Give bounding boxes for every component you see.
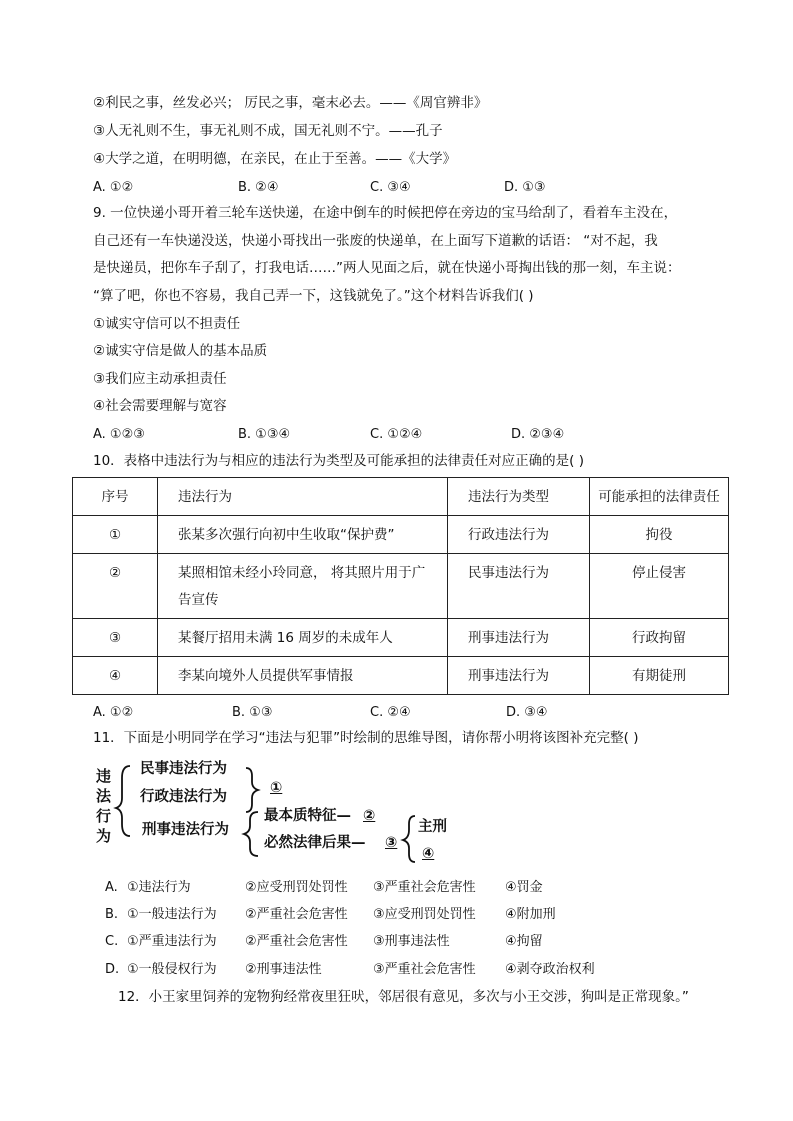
cell-seq: ① — [73, 516, 158, 554]
cell-type: 民事违法行为 — [448, 554, 590, 619]
mind-map-blank-1: ① — [270, 780, 283, 796]
option-part-2: ②刑事违法性 — [245, 962, 322, 977]
mind-map-root: 违法行为 — [96, 767, 112, 845]
q8-option-d[interactable]: D. ①③ — [504, 180, 546, 195]
option-part-2: ②应受刑罚处罚性 — [245, 880, 348, 895]
table-row — [73, 554, 729, 619]
table-row — [73, 619, 729, 657]
option-part-1: ①违法行为 — [127, 880, 191, 895]
option-part-3: ③严重社会危害性 — [373, 962, 476, 977]
option-part-3: ③刑事违法性 — [373, 934, 450, 949]
option-part-3: ③严重社会危害性 — [373, 880, 476, 895]
mind-map — [96, 762, 476, 867]
option-part-4: ④罚金 — [505, 880, 543, 895]
mind-map-blank-3: ③ — [385, 835, 398, 851]
q9-item-2: ②诚实守信是做人的基本品质 — [93, 343, 268, 359]
header-liability: 可能承担的法律责任 — [590, 478, 729, 516]
cell-act: 某照相馆未经小玲同意， 将其照片用于广告宣传 — [158, 554, 448, 619]
quote-line-3: ③人无礼则不生，事无礼则不成，国无礼则不宁。——孔子 — [93, 123, 443, 139]
option-part-2: ②严重社会危害性 — [245, 907, 348, 922]
option-letter: D. — [105, 962, 120, 977]
q10-option-a[interactable]: A. ①② — [93, 705, 134, 720]
q10-option-d[interactable]: D. ③④ — [506, 705, 548, 720]
mind-map-criminal: 刑事违法行为 — [142, 822, 229, 838]
option-letter: B. — [105, 907, 119, 922]
cell-seq: ④ — [73, 657, 158, 695]
option-part-4: ④附加刑 — [505, 907, 556, 922]
mind-map-feature: 最本质特征— — [264, 808, 351, 824]
q8-option-c[interactable]: C. ③④ — [370, 180, 411, 195]
q9-option-a[interactable]: A. ①②③ — [93, 427, 145, 442]
quote-line-4: ④大学之道，在明明德，在亲民，在止于至善。——《大学》 — [93, 151, 457, 167]
cell-type: 行政违法行为 — [448, 516, 590, 554]
cell-seq: ③ — [73, 619, 158, 657]
q9-item-3: ③我们应主动承担责任 — [93, 371, 227, 387]
cell-liability: 停止侵害 — [590, 554, 729, 619]
cell-type: 刑事违法行为 — [448, 619, 590, 657]
q8-option-b[interactable]: B. ②④ — [238, 180, 279, 195]
cell-type: 刑事违法行为 — [448, 657, 590, 695]
cell-liability: 有期徒刑 — [590, 657, 729, 695]
q9-stem-line-2: 自己还有一车快递没送，快递小哥找出一张废的快递单，在上面写下道歉的话语： “对不起，我 — [93, 233, 658, 249]
cell-liability: 拘役 — [590, 516, 729, 554]
q10-option-b[interactable]: B. ①③ — [232, 705, 273, 720]
table-row — [73, 516, 729, 554]
cell-act: 李某向境外人员提供军事情报 — [158, 657, 448, 695]
cell-liability: 行政拘留 — [590, 619, 729, 657]
mind-map-blank-2: ② — [363, 808, 376, 824]
option-part-3: ③应受刑罚处罚性 — [373, 907, 476, 922]
table-header-row — [73, 478, 729, 516]
cell-seq: ② — [73, 554, 158, 619]
cell-act: 张某多次强行向初中生收取“保护费” — [158, 516, 448, 554]
mind-map-blank-4: ④ — [422, 846, 435, 862]
option-part-1: ①一般违法行为 — [127, 907, 217, 922]
header-act: 违法行为 — [158, 478, 448, 516]
q9-option-b[interactable]: B. ①③④ — [238, 427, 291, 442]
q9-item-4: ④社会需要理解与宽容 — [93, 398, 227, 414]
quote-line-2: ②利民之事，丝发必兴； 厉民之事，毫末必去。——《周官辨非》 — [93, 95, 488, 111]
header-seq: 序号 — [73, 478, 158, 516]
q9-option-c[interactable]: C. ①②④ — [370, 427, 423, 442]
option-part-1: ①一般侵权行为 — [127, 962, 217, 977]
mind-map-consequence: 必然法律后果— — [264, 835, 366, 851]
q8-option-a[interactable]: A. ①② — [93, 180, 134, 195]
mind-map-admin: 行政违法行为 — [140, 789, 227, 805]
option-part-4: ④剥夺政治权利 — [505, 962, 595, 977]
q9-stem-line-4: “算了吧，你也不容易，我自己弄一下，这钱就免了。”这个材料告诉我们( ) — [93, 288, 534, 304]
q12-stem-line-1: 12．小王家里饲养的宠物狗经常夜里狂吠，邻居很有意见，多次与小王交涉，狗叫是正常现象。” — [118, 989, 689, 1005]
mind-map-civil: 民事违法行为 — [140, 761, 227, 777]
option-letter: A. — [105, 880, 118, 895]
q9-stem-line-1: 9. 一位快递小哥开着三轮车送快递，在途中倒车的时候把停在旁边的宝马给刮了，看着车主没在， — [93, 205, 678, 221]
header-type: 违法行为类型 — [448, 478, 590, 516]
mind-map-main-penalty: 主刑 — [418, 819, 447, 835]
q9-stem-line-3: 是快递员，把你车子刮了，打我电话……”两人见面之后，就在快递小哥掏出钱的那一刻，车主说： — [93, 260, 681, 276]
option-letter: C. — [105, 934, 119, 949]
q10-table — [72, 477, 729, 695]
table-row — [73, 657, 729, 695]
option-part-4: ④拘留 — [505, 934, 543, 949]
option-part-1: ①严重违法行为 — [127, 934, 217, 949]
q11-stem: 11．下面是小明同学在学习“违法与犯罪”时绘制的思维导图，请你帮小明将该图补充完整( ) — [93, 730, 639, 746]
q10-stem: 10．表格中违法行为与相应的违法行为类型及可能承担的法律责任对应正确的是( ) — [93, 453, 585, 469]
option-part-2: ②严重社会危害性 — [245, 934, 348, 949]
cell-act: 某餐厅招用未满 16 周岁的未成年人 — [158, 619, 448, 657]
q10-option-c[interactable]: C. ②④ — [370, 705, 411, 720]
q9-option-d[interactable]: D. ②③④ — [511, 427, 565, 442]
q9-item-1: ①诚实守信可以不担责任 — [93, 316, 241, 332]
